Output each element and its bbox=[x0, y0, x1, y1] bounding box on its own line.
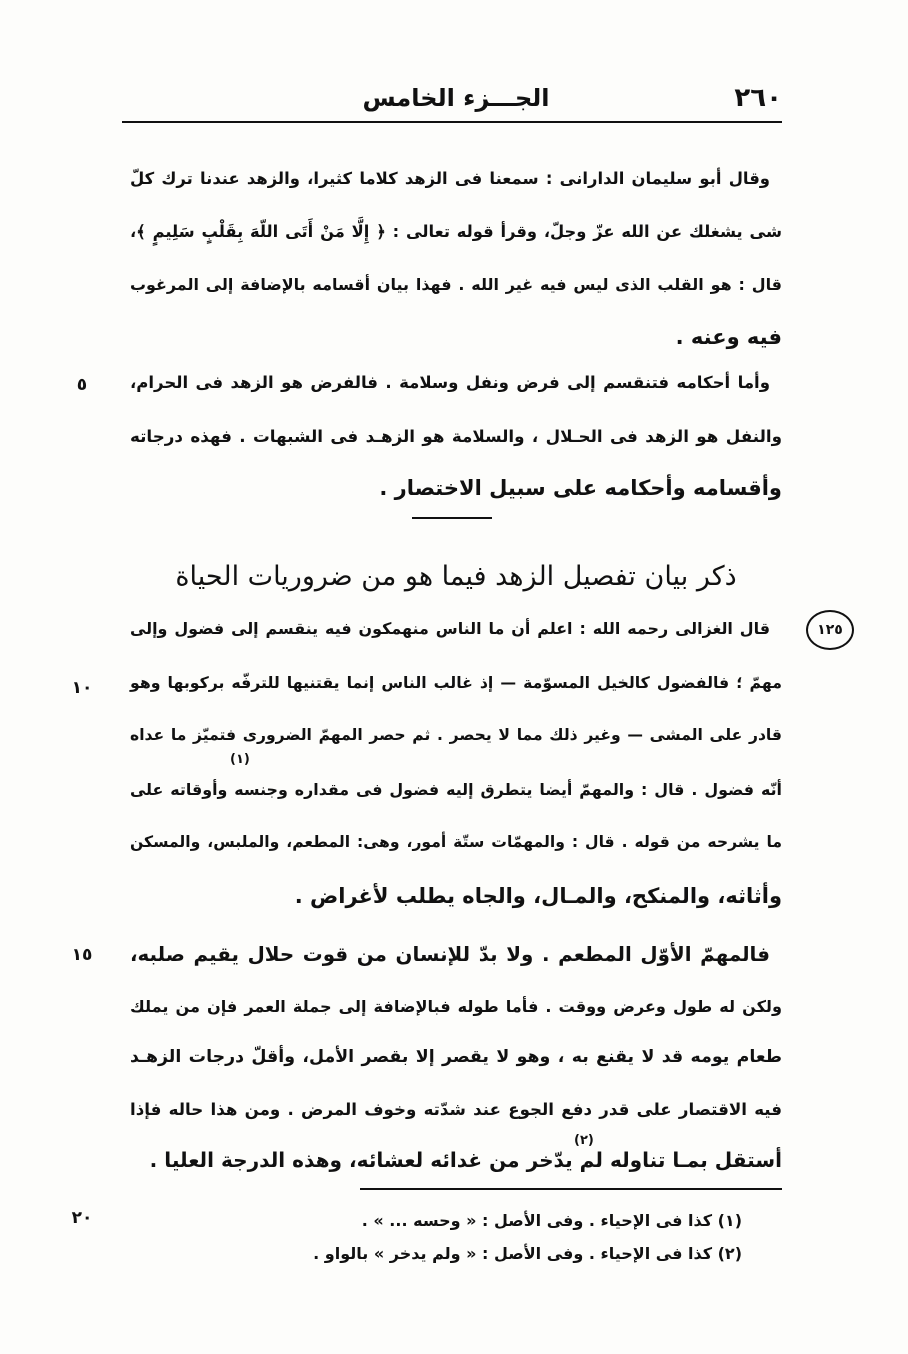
line-text: أنّه فضول . قال : والمهمّ أيضا يتطرق إليه فضول فى مقداره وجنسه وأوقاته على bbox=[130, 779, 782, 799]
line-text: وأما أحكامه فتنقسم إلى فرض ونفل وسلامة . فالفرض هو الزهد فى الحرام، bbox=[130, 373, 770, 392]
paragraph-line bbox=[130, 152, 782, 205]
line-text: وأقسامه وأحكامه على سبيل الاختصار . bbox=[379, 476, 782, 500]
line-text: وأثاثه، والمنكح، والمـال، والجاه يطلب لأغراض . bbox=[294, 883, 782, 908]
line-text: فالمهمّ الأوّل المطعم . ولا بدّ للإنسان من قوت حلال يقيم صلبه، bbox=[130, 943, 770, 966]
footnote-ref-2: (٢) bbox=[574, 1133, 594, 1148]
header-rule bbox=[122, 121, 782, 123]
footnote-rule bbox=[360, 1188, 782, 1190]
line-text: قادر على المشى — وغير ذلك مما لا يحصر . ثم حصر المهمّ الضرورى فتميّز ما عداه bbox=[130, 726, 782, 744]
line-text: ولكن له طول وعرض ووقت . فأما طوله فبالإضافة إلى جملة العمر فإن من يملك bbox=[130, 996, 782, 1016]
line-text: والنفل هو الزهد فى الحـلال ، والسلامة هو الزهـد فى الشبهات . فهذه درجاته bbox=[130, 425, 782, 446]
line-text: فيه الاقتصار على قدر دفع الجوع عند شدّته وخوف المرض . ومن هذا حاله فإذا bbox=[130, 1099, 782, 1119]
paragraph-1 bbox=[130, 152, 782, 364]
paragraph-line bbox=[130, 602, 782, 656]
line-text: شى يشغلك عن الله عزّ وجلّ، وقرأ قوله تعالى : ﴿ إِلَّا مَنْ أَتَى اللّهَ بِقَلْبٍ سَلِيمٍ ﴾، bbox=[130, 222, 782, 241]
paragraph-line bbox=[130, 763, 782, 817]
footnote-text: (٢) كذا فى الإحياء . وفى الأصل : « ولم يدخر » بالواو . bbox=[313, 1244, 742, 1263]
line-text: طعام يومه قد لا يقنع به ، وهو لا يقصر إلا بقصر الأمل، وأقلّ درجات الزهـد bbox=[130, 1047, 782, 1067]
footnotes bbox=[130, 1204, 742, 1270]
margin-line-number: ١٥ bbox=[71, 945, 93, 965]
paragraph-line bbox=[130, 1084, 782, 1136]
footnote-ref-1: (١) bbox=[230, 752, 250, 767]
line-text: ما يشرحه من قوله . قال : والمهمّات ستّة أمور، وهى: المطعم، والملبس، والمسكن bbox=[130, 833, 782, 851]
paragraph-line bbox=[130, 981, 782, 1033]
paragraph-line bbox=[130, 410, 782, 463]
circled-manuscript-page-number: ١٢٥ bbox=[806, 610, 854, 650]
paragraph-3 bbox=[130, 602, 782, 923]
line-text: مهمّ ؛ فالفضول كالخيل المسوّمة — إذ غالب الناس إنما يقتنيها للترفّه بركوبها وهو bbox=[130, 672, 782, 692]
paragraph-line bbox=[130, 929, 782, 981]
line-text: قال : هو القلب الذى ليس فيه غير الله . فهذا بيان أقسامه بالإضافة إلى المرغوب bbox=[130, 275, 782, 294]
line-text: أستقل بمـا تناوله لم يدّخر من غدائه لعشائه، وهذه الدرجة العليا . bbox=[149, 1148, 782, 1172]
paragraph-line bbox=[130, 1135, 782, 1187]
paragraph-line bbox=[130, 816, 782, 870]
line-text: فيه وعنه . bbox=[675, 325, 782, 349]
heading-text: ذكر بيان تفصيل الزهد فيما هو من ضروريات الحياة bbox=[175, 561, 737, 592]
margin-line-number: ١٠ bbox=[71, 678, 93, 698]
line-text: قال الغزالى رحمه الله : اعلم أن ما الناس منهمكون فيه ينقسم إلى فضول وإلى bbox=[130, 619, 770, 638]
footnote bbox=[130, 1204, 742, 1237]
paragraph-line bbox=[130, 357, 782, 410]
paragraph-line bbox=[130, 258, 782, 311]
section-heading bbox=[130, 552, 782, 602]
margin-line-number: ٥ bbox=[76, 375, 88, 395]
paragraph-2 bbox=[130, 357, 782, 515]
paragraph-line bbox=[130, 1032, 782, 1084]
running-title: الجـــزء الخامس bbox=[362, 84, 550, 112]
paragraph-line bbox=[130, 709, 782, 763]
line-text: وقال أبو سليمان الدارانى : سمعنا فى الزهد كلاما كثيرا، والزهد عندنا ترك كلّ bbox=[130, 169, 770, 188]
paragraph-line bbox=[130, 656, 782, 710]
footnote bbox=[130, 1237, 742, 1270]
paragraph-line bbox=[130, 870, 782, 924]
section-divider bbox=[412, 517, 492, 519]
paragraph-line bbox=[130, 462, 782, 515]
paragraph-4 bbox=[130, 929, 782, 1187]
page-number: ٢٦٠ bbox=[734, 83, 782, 113]
footnote-text: (١) كذا فى الإحياء . وفى الأصل : « وحسه ... » . bbox=[361, 1211, 742, 1230]
paragraph-line bbox=[130, 205, 782, 258]
margin-line-number: ٢٠ bbox=[71, 1208, 93, 1228]
